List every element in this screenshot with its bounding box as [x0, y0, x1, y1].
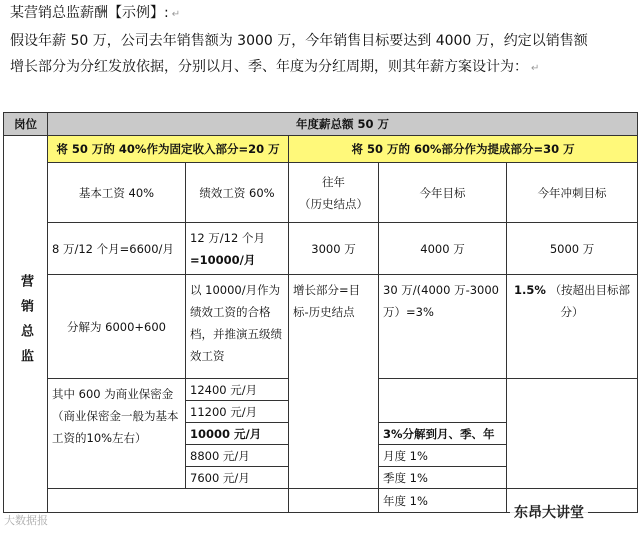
grade-2: 11200 元/月: [186, 401, 289, 423]
growth-description: 增长部分=目标-历史结点: [289, 275, 379, 489]
split-title: 3%分解到月、季、年: [379, 423, 507, 445]
header-salary-total: 年度薪总额 50 万: [48, 113, 638, 136]
header-post: 岗位: [4, 113, 48, 136]
intro-title: 某营销总监薪酬【示例】: ↵: [10, 5, 181, 21]
grade-5: 7600 元/月: [186, 467, 289, 489]
sprint-value: 5000 万: [507, 223, 638, 275]
past-value: 3000 万: [289, 223, 379, 275]
intro-line-2: 增长部分为分红发放依据，分别以月、季、年度为分红周期，则其年薪方案设计为： ↵: [10, 59, 540, 75]
sprint-rate: [507, 275, 638, 379]
perf-monthly-line-2: =10000/月: [190, 252, 256, 267]
target-value: 4000 万: [379, 223, 507, 275]
col-target: 今年目标: [379, 163, 507, 223]
perf-monthly-line-1: 12 万/12 个月: [190, 230, 265, 245]
deposit-note: 其中 600 为商业保密金（商业保密金一般为基本工资的10%左右）: [48, 379, 186, 489]
fixed-income-banner: 将 50 万的 40%作为固定收入部分=20 万: [48, 136, 289, 163]
empty-bottom-cell: [48, 489, 289, 513]
split-year: 年度 1%: [379, 489, 507, 513]
base-monthly: 8 万/12 个月=6600/月: [48, 223, 186, 275]
col-past-line-2: （历史结点）: [299, 196, 368, 211]
watermark-left: 大数据报: [4, 514, 48, 527]
grade-3: 10000 元/月: [186, 423, 289, 445]
salary-table: [3, 112, 637, 542]
grade-1: 12400 元/月: [186, 379, 289, 401]
watermark-right: 东昂大讲堂: [510, 500, 588, 524]
col-past: [289, 163, 379, 223]
split-quarter: 季度 1%: [379, 467, 507, 489]
rate-formula: 30 万/(4000 万-3000 万）=3%: [379, 275, 507, 379]
empty-target-cell: [379, 379, 507, 423]
perf-monthly: [186, 223, 289, 275]
col-perf-salary: 绩效工资 60%: [186, 163, 289, 223]
empty-sprint-cell: [507, 379, 638, 489]
sprint-rate-rest: （按超出目标部分）: [549, 283, 631, 319]
split-month: 月度 1%: [379, 445, 507, 467]
empty-bottom-cell-2: [289, 489, 379, 513]
intro-text: [10, 0, 638, 82]
sprint-rate-bold: 1.5%: [514, 283, 546, 297]
perf-description: 以 10000/月作为绩效工资的合格档，并推演五级绩效工资: [186, 275, 289, 379]
base-split: 分解为 6000+600: [48, 275, 186, 379]
col-base-salary: 基本工资 40%: [48, 163, 186, 223]
col-sprint: 今年冲刺目标: [507, 163, 638, 223]
intro-line-1: 假设年薪 50 万，公司去年销售额为 3000 万，今年销售目标要达到 4000 万，约定以销售额: [10, 33, 588, 49]
bonus-banner: 将 50 万的 60%部分作为提成部分=30 万: [289, 136, 638, 163]
role-cell: 营销总监: [4, 136, 48, 513]
grade-4: 8800 元/月: [186, 445, 289, 467]
col-past-line-1: 往年: [322, 174, 345, 189]
